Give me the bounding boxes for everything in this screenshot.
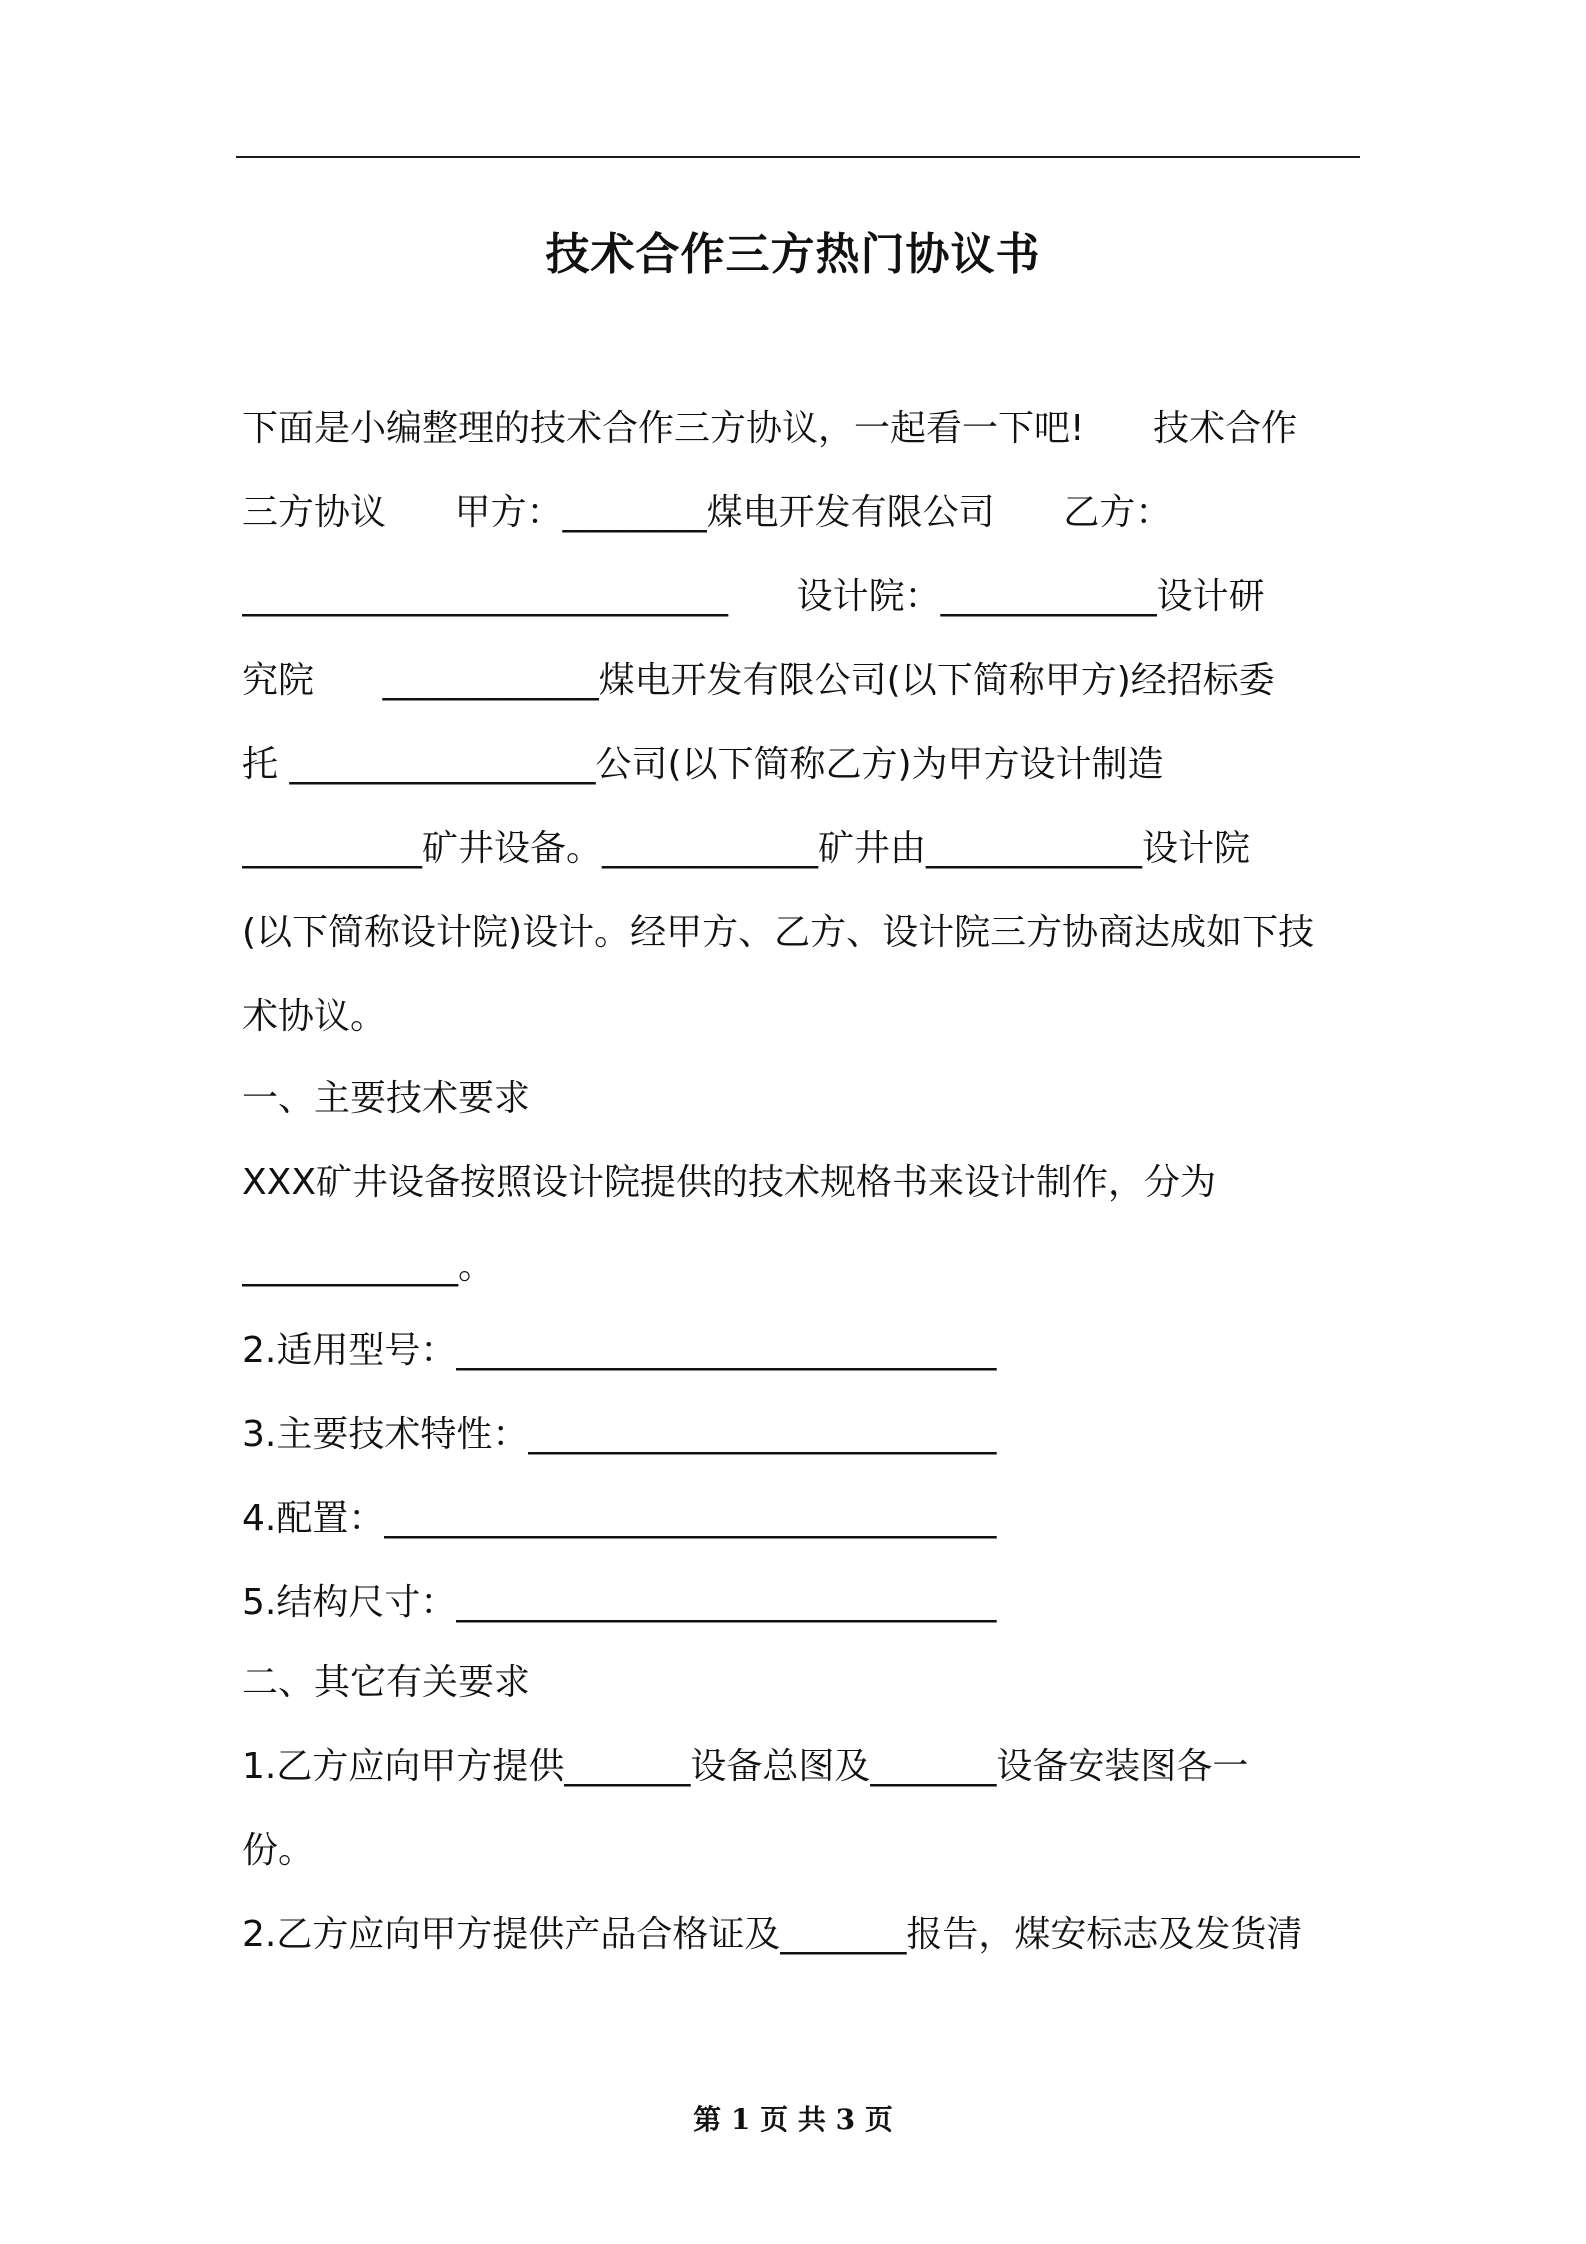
section-heading: 一、主要技术要求	[242, 1078, 531, 1119]
list-item: 1.乙方应向甲方提供_______设备总图及_______设备安装图各一	[242, 1746, 1249, 1787]
list-item: 2.适用型号：______________________________	[242, 1330, 997, 1371]
body-line: XXX矿井设备按照设计院提供的技术规格书来设计制作，分为	[242, 1162, 1216, 1203]
section-heading: 二、其它有关要求	[242, 1662, 531, 1703]
list-item: 4.配置：__________________________________	[242, 1498, 997, 1539]
body-line: 托 _________________公司(以下简称乙方)为甲方设计制造	[242, 744, 1164, 785]
document-title: 技术合作三方热门协议书	[545, 229, 1041, 280]
body-line: 下面是小编整理的技术合作三方协议，一起看一下吧! 技术合作	[242, 408, 1298, 449]
body-line: 术协议。	[242, 996, 387, 1037]
body-line: (以下简称设计院)设计。经甲方、乙方、设计院三方协商达成如下技	[242, 912, 1315, 953]
list-item: 3.主要技术特性：__________________________	[242, 1414, 997, 1455]
body-line: 究院 ____________煤电开发有限公司(以下简称甲方)经招标委	[242, 660, 1275, 701]
list-item: 2.乙方应向甲方提供产品合格证及_______报告，煤安标志及发货清	[242, 1914, 1303, 1955]
page-footer: 第 1 页 共 3 页	[693, 2103, 893, 2136]
body-line: ____________。	[242, 1246, 495, 1287]
list-item: 5.结构尺寸：______________________________	[242, 1582, 997, 1623]
body-line: ___________________________ 设计院：____________设计研	[242, 576, 1265, 617]
body-line: __________矿井设备。____________矿井由____________设计院	[242, 828, 1251, 869]
header-rule	[236, 156, 1360, 158]
body-line: 三方协议 甲方：________煤电开发有限公司 乙方：	[242, 492, 1172, 533]
body-line: 份。	[242, 1830, 315, 1871]
